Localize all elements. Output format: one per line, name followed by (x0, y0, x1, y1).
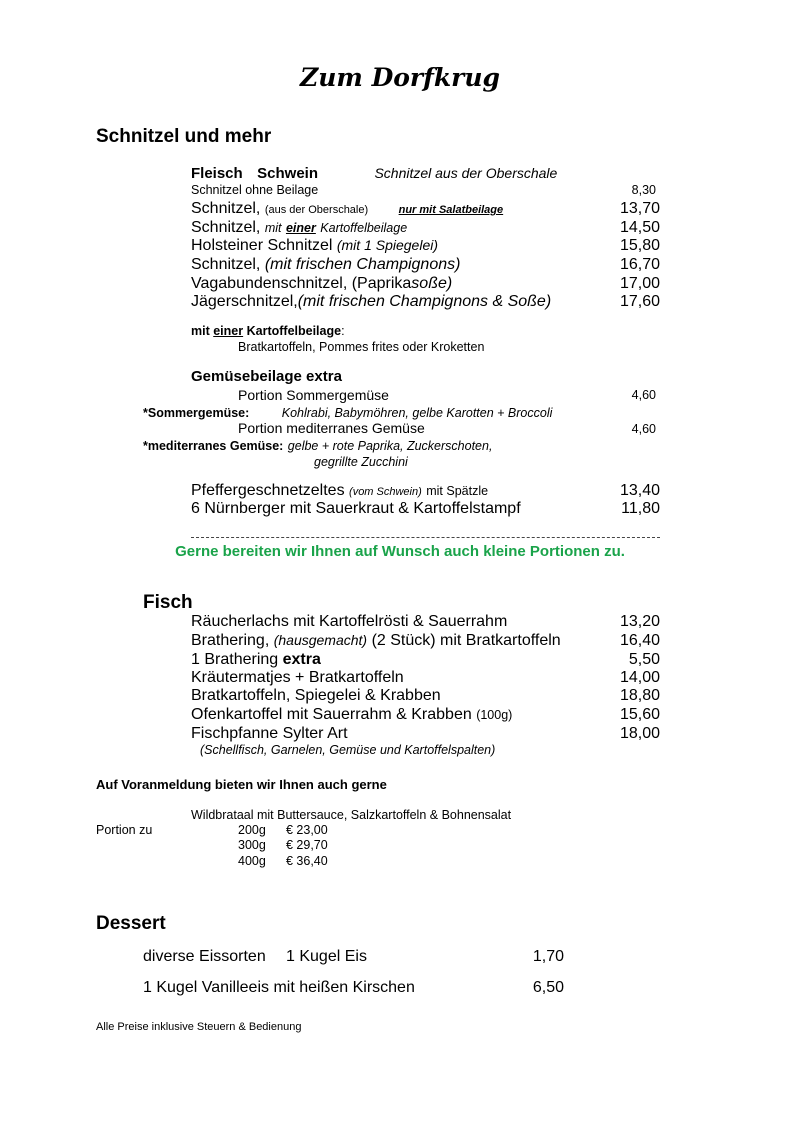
restaurant-title: Zum Dorfkrug (299, 63, 500, 92)
menu-item-name (191, 256, 460, 274)
menu-item-price: 4,60 (631, 388, 656, 402)
sommer-label: *Sommergemüse: (143, 406, 250, 420)
beilage-colon: : (341, 324, 345, 338)
menu-item-name: Bratkartoffeln, Spiegelei & Krabben (191, 687, 441, 704)
item-note: (100g) (476, 708, 513, 722)
menu-item-qty: 1 Kugel Eis (286, 948, 367, 965)
voranmeldung-heading: Auf Voranmeldung bieten wir Ihnen auch gerne (96, 777, 387, 792)
menu-item-name: Portion Sommergemüse (238, 387, 389, 403)
menu-item-price: 1,70 (532, 948, 564, 965)
menu-item-price: 16,70 (619, 256, 660, 273)
item-post: mit Spätzle (426, 484, 489, 498)
section-heading-dessert: Dessert (96, 913, 166, 934)
item-note: (hausgemacht) (273, 632, 368, 648)
item-text: 1 Brathering (191, 651, 279, 668)
portion-size: 400g (238, 854, 266, 868)
menu-item-price: 5,50 (628, 651, 660, 668)
portion-price: € 36,40 (286, 854, 328, 868)
item-note: (mit frischen Champignons & Soße) (297, 293, 552, 310)
portion-price: € 23,00 (286, 823, 328, 837)
item-note-underline: einer (285, 221, 316, 235)
menu-item-name (191, 293, 551, 311)
medi-desc-2: gegrillte Zucchini (314, 455, 408, 469)
menu-item-name (191, 200, 503, 218)
menu-item-name: Schnitzel ohne Beilage (191, 183, 319, 197)
item-text: Jägerschnitzel, (191, 293, 298, 310)
item-note: (aus der Oberschale) (264, 204, 369, 216)
beilage-underline: einer (213, 324, 244, 338)
subheading-fleisch (191, 165, 557, 183)
item-note: soße) (411, 275, 453, 292)
item-note: (mit 1 Spiegelei) (336, 237, 439, 253)
menu-item-price: 14,00 (619, 669, 660, 686)
medi-desc-row (143, 437, 492, 455)
menu-item-price: 15,80 (619, 237, 660, 254)
section-heading-gemuese: Gemüsebeilage extra (191, 368, 342, 385)
item-text: Ofenkartoffel mit Sauerrahm & Krabben (191, 706, 472, 723)
menu-item-price: 13,70 (619, 200, 660, 217)
menu-item-price: 13,40 (619, 482, 660, 499)
medi-desc: gelbe + rote Paprika, Zuckerschoten, (287, 439, 493, 453)
menu-item-name: Portion mediterranes Gemüse (238, 420, 425, 436)
menu-item-price: 14,50 (619, 219, 660, 236)
voranmeldung-dish: Wildbrataal mit Buttersauce, Salzkartoffeln & Bohnensalat (191, 808, 512, 822)
item-text: Schnitzel, (191, 200, 261, 217)
sommer-desc: Kohlrabi, Babymöhren, gelbe Karotten + Broccoli (281, 406, 553, 420)
menu-item-price: 18,00 (619, 725, 660, 742)
item-text: Vagabundenschnitzel, (Paprika (191, 275, 412, 292)
item-note: (mit frischen Champignons) (264, 256, 461, 273)
dashed-divider (191, 537, 660, 538)
menu-item-name: diverse Eissorten (143, 948, 266, 965)
item-note: (vom Schwein) (349, 486, 422, 498)
item-text: Schnitzel, (191, 256, 261, 273)
beilage-text: Kartoffelbeilage (246, 324, 342, 338)
menu-item-price: 16,40 (619, 632, 660, 649)
menu-item-name (191, 706, 512, 724)
menu-item-price: 15,60 (619, 706, 660, 723)
section-heading-schnitzel: Schnitzel und mehr (96, 126, 272, 147)
item-post: (2 Stück) mit Bratkartoffeln (371, 632, 561, 649)
beilage-options: Bratkartoffeln, Pommes frites oder Kroketten (238, 340, 485, 354)
portions-note: Gerne bereiten wir Ihnen auf Wunsch auch kleine Portionen zu. (175, 543, 625, 560)
beilage-text: mit (191, 324, 210, 338)
sylter-desc: (Schellfisch, Garnelen, Gemüse und Kartoffelspalten) (200, 743, 496, 757)
menu-item-name (191, 482, 488, 500)
menu-item-name (191, 237, 438, 255)
item-text: Holsteiner Schnitzel (191, 237, 333, 254)
beilage-heading (191, 324, 345, 338)
portion-size: 300g (238, 838, 266, 852)
menu-item-name (191, 632, 561, 650)
menu-item-name: Fischpfanne Sylter Art (191, 725, 348, 742)
footer-note: Alle Preise inklusive Steuern & Bedienung (96, 1021, 302, 1033)
menu-item-name: Kräutermatjes + Bratkartoffeln (191, 669, 404, 686)
portion-size: 200g (238, 823, 266, 837)
item-text: Brathering, (191, 632, 270, 649)
section-heading-fisch: Fisch (143, 592, 193, 613)
menu-item-name: 6 Nürnberger mit Sauerkraut & Kartoffelstampf (191, 500, 521, 517)
portion-label: Portion zu (96, 823, 153, 837)
menu-item-price: 13,20 (619, 613, 660, 630)
menu-item-price: 6,50 (532, 979, 564, 996)
menu-item-name: Räucherlachs mit Kartoffelrösti & Sauerrahm (191, 613, 508, 630)
label-oberschale: Schnitzel aus der Oberschale (374, 165, 558, 181)
item-text: Pfeffergeschnetzeltes (191, 482, 345, 499)
portion-price: € 29,70 (286, 838, 328, 852)
item-text: Schnitzel, (191, 219, 261, 236)
label-fleisch: Fleisch (191, 165, 243, 182)
item-extra: extra (282, 651, 321, 668)
item-note: Kartoffelbeilage (320, 221, 408, 235)
item-note: mit (264, 221, 282, 235)
menu-item-price: 17,00 (619, 275, 660, 292)
label-schwein: Schwein (257, 165, 318, 182)
menu-item-name (191, 651, 321, 669)
menu-item-price: 18,80 (619, 687, 660, 704)
medi-label: *mediterranes Gemüse: (143, 439, 284, 453)
menu-item-price: 11,80 (621, 500, 660, 517)
item-extra-note: nur mit Salatbeilage (398, 204, 504, 216)
menu-item-name (191, 275, 452, 293)
menu-item-price: 17,60 (619, 293, 660, 310)
menu-item-name (191, 219, 407, 237)
menu-item-name: 1 Kugel Vanilleeis mit heißen Kirschen (143, 979, 415, 996)
menu-item-price: 4,60 (631, 422, 656, 436)
menu-item-price: 8,30 (631, 183, 656, 197)
